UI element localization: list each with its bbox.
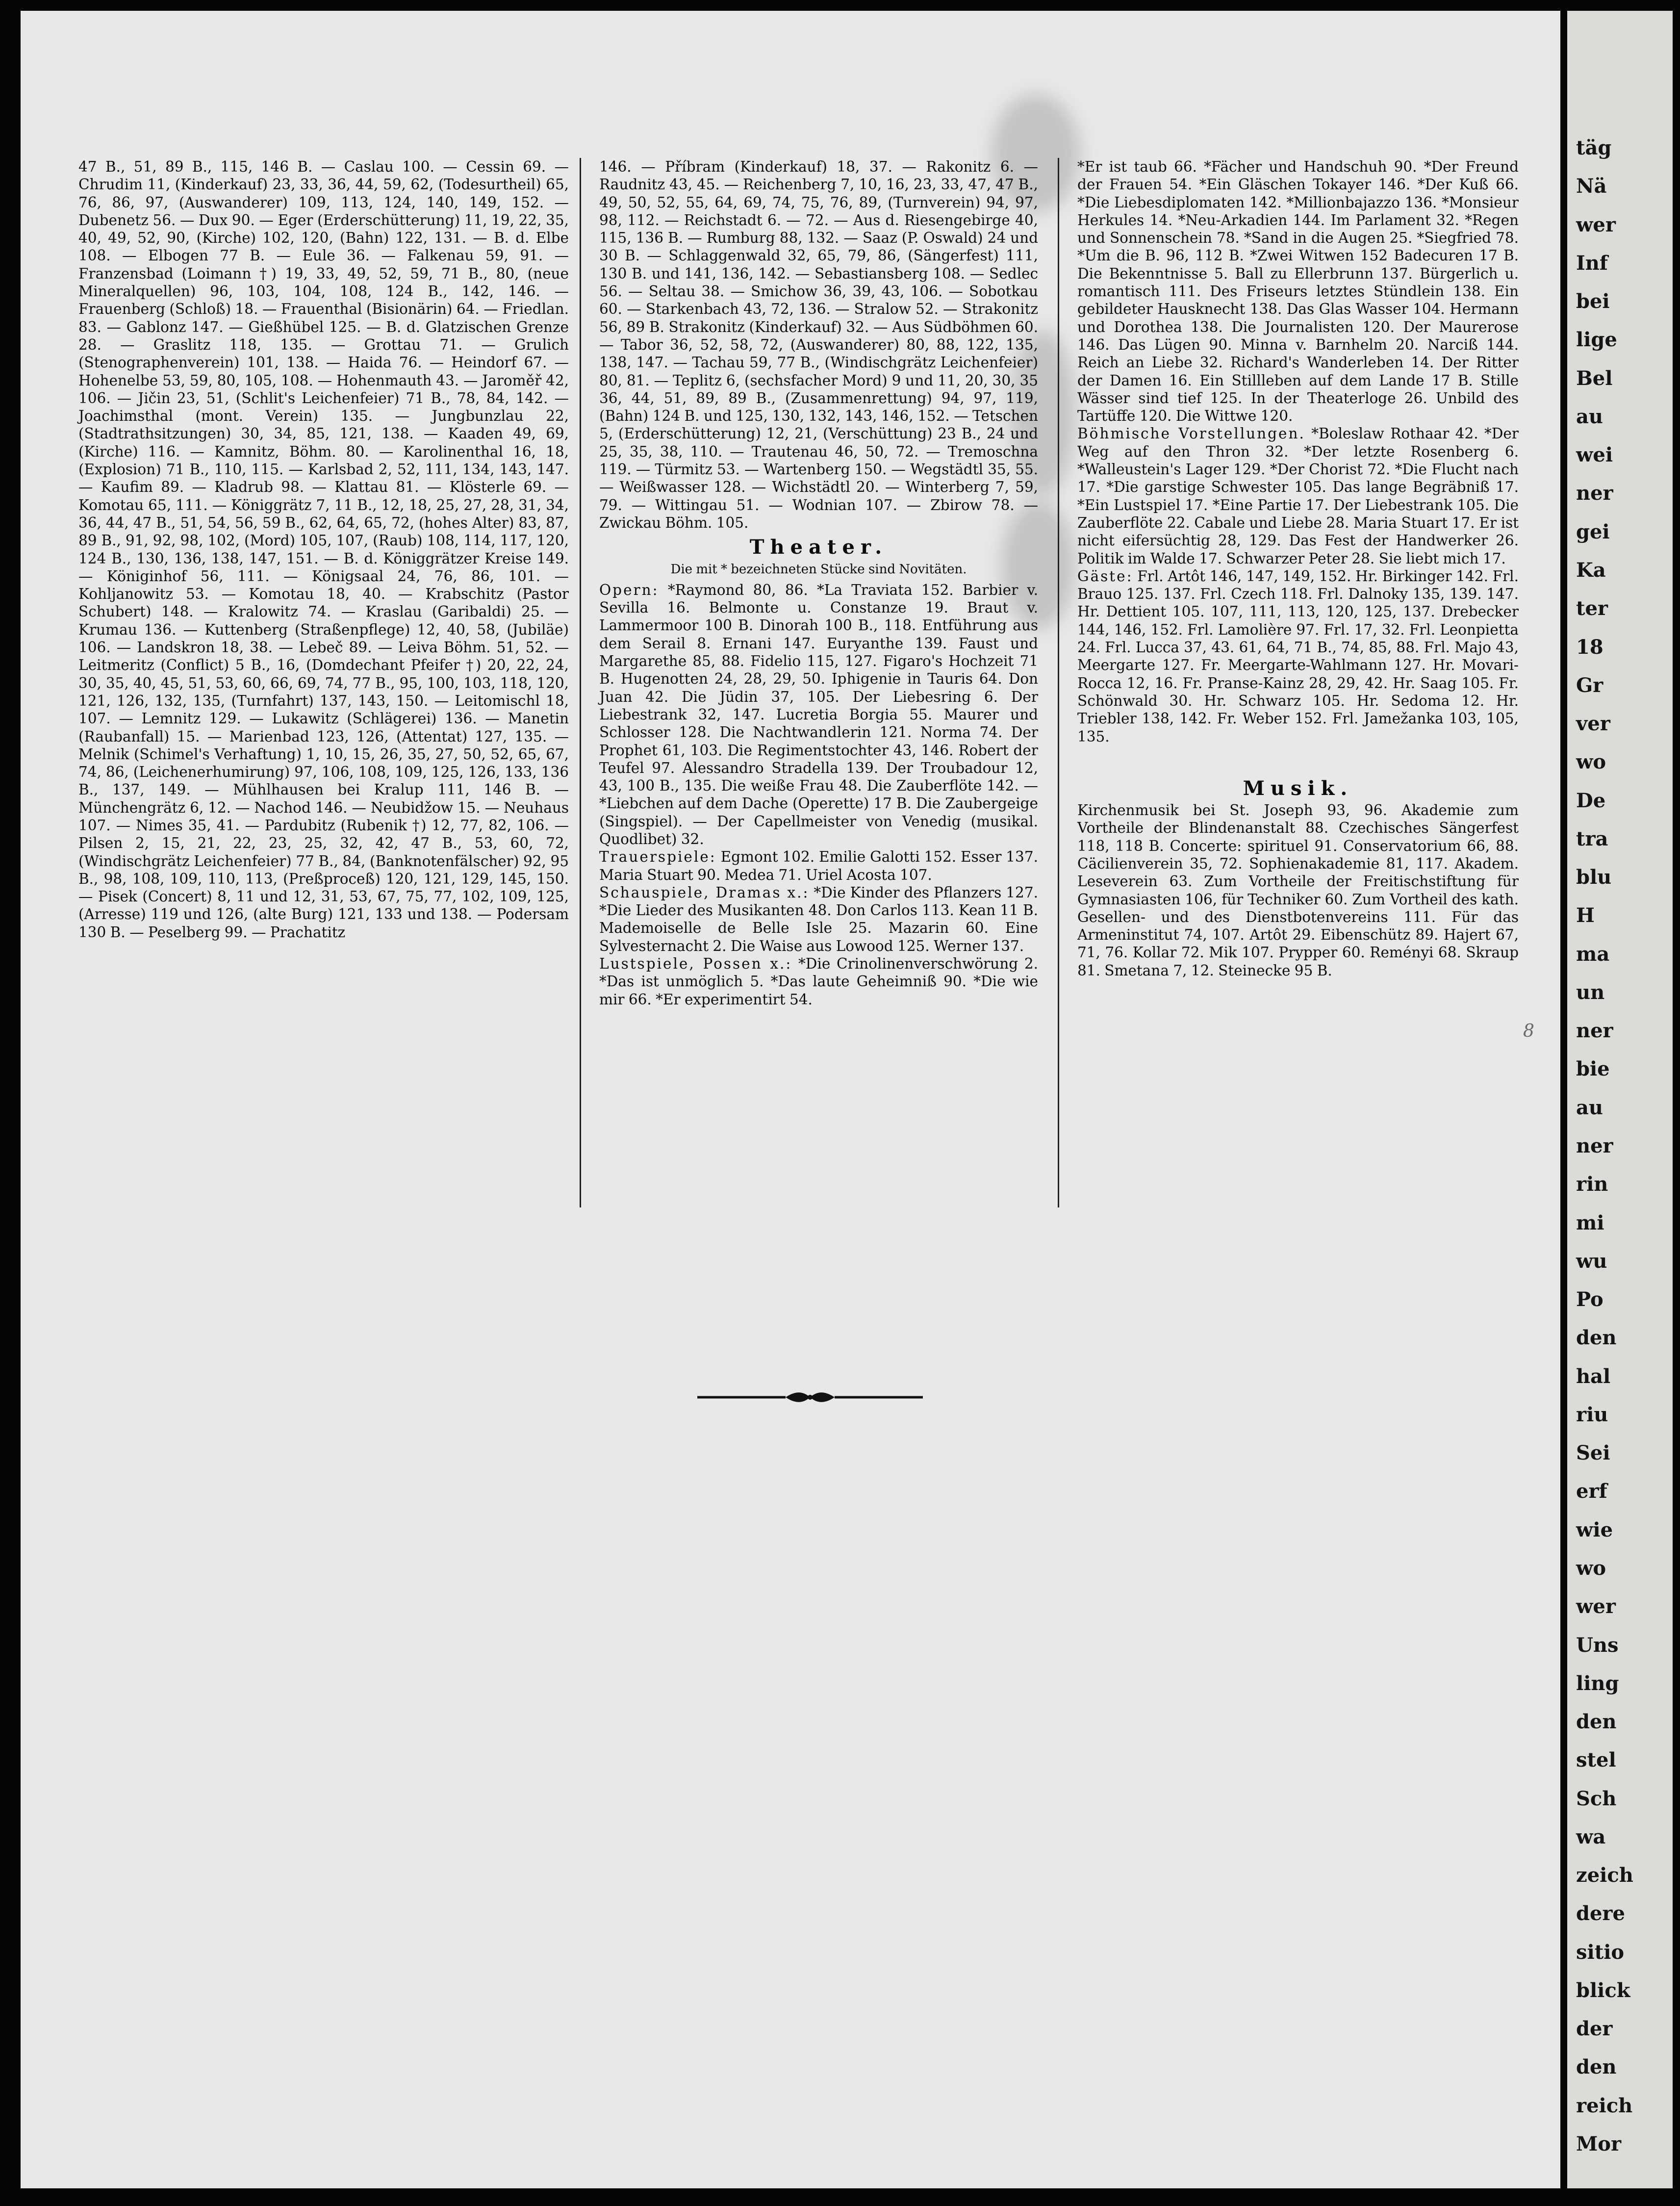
end-ornament [697, 1389, 923, 1406]
adjacent-page-fragment: blu [1576, 866, 1612, 889]
tragedy-section [599, 848, 1038, 884]
bohemian-list: *Boleslaw Rothaar 42. *Der Weg auf den Thron 32. *Der letzte Rosenberg 6. *Walleustein's Lager 129. *Der Chorist 72. *Die Flucht nach 17. *Die garstige Schwester 105. Das lange Begräbniß 17. *Ein Lustspiel 17. *Eine Partie 17. Der Liebestrank 105. Die Zauberflöte 22. Cabale und Liebe 28. Maria Stuart 17. Er ist nicht eifersüchtig 28, 129. Das Fest der Handwerker 26. Politik im Walde 17. Schwarzer Peter 28. Sie liebt mich 17. [1077, 425, 1519, 567]
adjacent-page-fragment: der [1576, 2017, 1613, 2040]
adjacent-page-fragment: ter [1576, 597, 1608, 620]
adjacent-page-fragment: reich [1576, 2094, 1633, 2117]
comedy-list-continued: *Er ist taub 66. *Fächer und Handschuh 90. *Der Freund der Frauen 54. *Ein Gläschen Tokayer 146. *Der Kuß 66. *Die Liebesdiplomaten 142. *Millionbajazzo 136. *Monsieur Herkules 14. *Neu-Arkadien 144. Im Parlament 32. *Regen und Sonnenschein 78. *Sand in die Augen 25. *Siegfried 78. *Um die B. 96, 112 B. *Zwei Witwen 152 Badecuren 17 B. Die Bekenntnisse 5. Ball zu Ellerbrunn 137. Bürgerlich u. romantisch 111. Des Friseurs letztes Stündlein 138. Ein gebildeter Hausknecht 138. Das Glas Wasser 104. Hermann und Dorothea 138. Die Journalisten 120. Der Maurerose 146. Das Lügen 90. Minna v. Barnhelm 20. Narciß 144. Reich an Liebe 32. Richard's Wanderleben 14. Der Ritter der Damen 16. Ein Stillleben auf dem Lande 17 B. Stille Wässer sind tief 125. In der Theaterloge 26. Unbild des Tartüffe 120. Die Wittwe 120. [1077, 158, 1519, 425]
adjacent-page-fragment: rin [1576, 1173, 1608, 1196]
bohemian-section [1077, 425, 1519, 567]
theater-heading: Theater. [749, 536, 888, 559]
adjacent-page-fragment: blick [1576, 1979, 1630, 2002]
adjacent-page-fragment: au [1576, 1096, 1603, 1119]
adjacent-page-fragment: wo [1576, 750, 1606, 773]
adjacent-page-fragment: hal [1576, 1365, 1611, 1388]
drama-label: Schauspiele, Dramas x.: [599, 884, 810, 901]
adjacent-page-fragment: mi [1576, 1211, 1604, 1234]
adjacent-page-fragment: täg [1576, 136, 1612, 159]
tragedy-list: Egmont 102. Emilie Galotti 152. Esser 137. Maria Stuart 90. Medea 71. Uriel Acosta 107. [599, 848, 1038, 883]
column-rule-1 [580, 158, 581, 1207]
adjacent-page-fragment: wa [1576, 1825, 1606, 1848]
adjacent-page-fragment: zeich [1576, 1864, 1633, 1887]
music-heading: Musik. [1243, 776, 1353, 800]
adjacent-page-fragment: ner [1576, 1019, 1613, 1042]
adjacent-page-fragment: ling [1576, 1672, 1619, 1695]
adjacent-page-fragment: ner [1576, 1134, 1613, 1157]
column-rule-2 [1058, 158, 1059, 1207]
localities-list: 47 B., 51, 89 B., 115, 146 B. — Caslau 100. — Cessin 69. — Chrudim 11, (Kinderkauf) 23, 33, 36, 44, 59, 62, (Todesurtheil) 65, 76, 86, 97, (Auswanderer) 109, 113, 124, 140, 149, 152. — Dubenetz 56. — Dux 90. — Eger (Erderschütterung) 11, 19, 22, 35, 40, 49, 52, 90, (Kirche) 102, 120, (Bahn) 122, 131. — B. d. Elbe 108. — Elbogen 77 B. — Eule 36. — Falkenau 59, 91. — Franzensbad (Loimann †) 19, 33, 49, 52, 59, 71 B., 80, (neue Mineralquellen) 96, 103, 104, 108, 124 B., 142, 146. — Frauenberg (Schloß) 18. — Frauenthal (Bisionärin) 64. — Friedlan. 83. — Gablonz 147. — Gießhübel 125. — B. d. Glatzischen Grenze 28. — Graslitz 118, 135. — Grottau 71. — Grulich (Stenographenverein) 101, 138. — Haida 76. — Heindorf 67. — Hohenelbe 53, 59, 80, 105, 108. — Hohenmauth 43. — Jaroměř 42, 106. — Jičin 23, 51, (Schlit's Leichenfeier) 71 B., 78, 84, 142. — Joachimsthal (mont. Verein) 135. — Jungbunzlau 22, (Stadtrathsitzungen) 30, 34, 85, 121, 138. — Kaaden 49, 69, (Kirche) 116. — Kamnitz, Böhm. 80. — Karolinenthal 16, 18, (Explosion) 71 B., 110, 115. — Karlsbad 2, 52, 111, 134, 143, 147. — Kaufim 89. — Kladrub 98. — Klattau 81. — Klösterle 69. — Komotau 65, 111. — Königgrätz 7, 11 B., 12, 18, 25, 27, 28, 31, 34, 36, 44, 47 B., 51, 54, 56, 59 B., 62, 64, 65, 72, (hohes Alter) 83, 87, 89 B., 91, 92, 98, 102, (Mord) 105, 107, (Raub) 108, 114, 117, 120, 124 B., 130, 136, 138, 147, 151. — B. d. Königgrätzer Kreise 149. — Königinhof 56, 111. — Königsaal 24, 76, 86, 101. — Kohljanowitz 53. — Komotau 18, 40. — Krabschitz (Pastor Schubert) 148. — Kralowitz 74. — Kraslau (Garibaldi) 25. — Krumau 136. — Kuttenberg (Straßenpflege) 12, 40, 58, (Jubiläe) 106. — Landskron 18, 38. — Lebeč 89. — Leiva Böhm. 51, 52. — Leitmeritz (Conflict) 5 B., 16, (Domdechant Pfeifer †) 20, 22, 24, 30, 35, 40, 45, 51, 53, 60, 66, 69, 74, 77 B., 95, 100, 103, 118, 120, 121, 126, 132, 135, (Turnfahrt) 137, 143, 150. — Leitomischl 18, 107. — Lemnitz 129. — Lukawitz (Schlägerei) 136. — Manetin (Raubanfall) 15. — Marienbad 123, 126, (Attentat) 127, 135. — Melnik (Schimel's Verhaftung) 1, 10, 15, 26, 35, 27, 50, 52, 65, 67, 74, 86, (Leichenerhumirung) 97, 106, 108, 109, 125, 126, 133, 136 B., 137, 149. — Mühlhausen bei Kralup 111, 146 B. — Münchengrätz 6, 12. — Nachod 146. — Neubidžow 15. — Neuhaus 107. — Nimes 35, 41. — Pardubitz (Rubenik †) 12, 77, 82, 106. — Pilsen 2, 15, 21, 22, 23, 25, 32, 42, 47 B., 53, 60, 72, (Windischgrätz Leichenfeier) 77 B., 84, (Banknotenfälscher) 92, 95 B., 98, 108, 109, 110, 113, (Preßproceß) 120, 121, 129, 145, 150. — Pisek (Concert) 8, 11 und 12, 31, 53, 67, 75, 77, 102, 109, 125, (Arresse) 119 und 126, (alte Burg) 121, 133 und 138. — Podersam 130 B. — Peselberg 99. — Prachatitz [78, 158, 569, 941]
adjacent-page-fragment: bei [1576, 290, 1610, 313]
adjacent-page-fragment: bie [1576, 1057, 1610, 1080]
adjacent-page-fragment: 18 [1576, 636, 1604, 659]
tragedy-label: Trauerspiele: [599, 848, 716, 866]
comedy-list: *Die Crinolinenverschwörung 2. *Das ist unmöglich 5. *Das laute Geheimniß 90. *Die wie mir 66. *Er experimentirt 54. [599, 955, 1038, 1008]
adjacent-page-fragment: Bel [1576, 367, 1613, 390]
adjacent-page-fragment: Sch [1576, 1787, 1617, 1810]
adjacent-page-fragment: stel [1576, 1748, 1616, 1771]
adjacent-page-fragment: Mor [1576, 2132, 1622, 2155]
adjacent-page-fragment: Ka [1576, 559, 1606, 582]
column-localities-bohemia [78, 158, 569, 941]
guests-label: Gäste: [1077, 567, 1133, 585]
adjacent-page-fragment: De [1576, 789, 1606, 812]
adjacent-page-fragment: ma [1576, 943, 1610, 966]
bohemian-label: Böhmische Vorstellungen. [1077, 425, 1305, 442]
column-theater [599, 158, 1038, 1008]
opera-section [599, 581, 1038, 848]
adjacent-page-fragment: Uns [1576, 1634, 1619, 1657]
adjacent-page-fragment: wu [1576, 1250, 1607, 1273]
adjacent-page-fragment: dere [1576, 1902, 1625, 1925]
adjacent-page-fragment: erf [1576, 1480, 1607, 1503]
adjacent-page-fragment: H [1576, 904, 1595, 927]
guests-list: Frl. Artôt 146, 147, 149, 152. Hr. Birkinger 142. Frl. Brauo 125. 137. Frl. Czech 118. Frl. Dalnoky 135, 139. 147. Hr. Dettient 105. 107, 111, 113, 120, 125, 137. Drebecker 144, 146, 152. Frl. Lamolière 97. Frl. 17, 32. Frl. Leonpietta 24. Frl. Lucca 37, 43. 61, 64, 71 B., 74, 85, 88. Frl. Majo 43, Meergarte 127. Fr. Meergarte-Wahlmann 127. Hr. Movari-Rocca 12, 16. Fr. Pranse-Kainz 28, 29, 42. Hr. Saag 105. Fr. Schönwald 30. Hr. Schwarz 105. Hr. Sedoma 12. Hr. Triebler 138, 142. Fr. Weber 152. Frl. Jamežanka 103, 105, 135. [1077, 567, 1519, 745]
localities-list-continued: 146. — Příbram (Kinderkauf) 18, 37. — Rakonitz 6. — Raudnitz 43, 45. — Reichenberg 7, 10, 16, 23, 33, 47, 47 B., 49, 50, 52, 55, 64, 69, 74, 75, 76, 89, (Turnverein) 94, 97, 98, 112. — Reichstadt 6. — 72. — Aus d. Riesengebirge 40, 115, 136 B. — Rumburg 88, 132. — Saaz (P. Oswald) 24 und 30 B. — Schlaggenwald 32, 65, 79, 86, (Sängerfest) 111, 130 B. und 141, 136, 142. — Sebastiansberg 108. — Sedlec 56. — Seltau 38. — Smichow 36, 39, 43, 106. — Sobotkau 60. — Starkenbach 43, 72, 136. — Stralow 52. — Strakonitz 56, 89 B. Strakonitz (Kinderkauf) 32. — Aus Südböhmen 60. — Tabor 36, 52, 58, 72, (Auswanderer) 80, 88, 122, 135, 138, 147. — Tachau 59, 77 B., (Windischgrätz Leichenfeier) 80, 81. — Teplitz 6, (sechsfacher Mord) 9 und 11, 20, 30, 35 36, 44, 51, 89, 89 B., (Zusammenrettung) 94, 97, 119, (Bahn) 124 B. und 125, 130, 132, 143, 146, 152. — Tetschen 5, (Erderschütterung) 12, 21, (Verschüttung) 23 B., 24 und 25, 35, 38, 110. — Trautenau 46, 50, 72. — Tremoschna 119. — Türmitz 53. — Wartenberg 150. — Wegstädtl 35, 55. — Weißwasser 128. — Wichstädtl 20. — Winterberg 7, 59, 79. — Wittingau 51. — Wodnian 107. — Zbirow 78. — Zwickau Böhm. 105. [599, 158, 1038, 531]
opera-list: *Raymond 80, 86. *La Traviata 152. Barbier v. Sevilla 16. Belmonte u. Constanze 19. Braut v. Lammermoor 100 B. Dinorah 100 B., 118. Entführung aus dem Serail 8. Ernani 147. Euryanthe 139. Faust und Margarethe 85, 88. Fidelio 115, 127. Figaro's Hochzeit 71 B. Hugenotten 24, 28, 29, 50. Iphigenie in Tauris 64. Don Juan 42. Die Jüdin 37, 105. Der Liebesring 6. Der Liebestrank 32, 147. Lucretia Borgia 55. Maurer und Schlosser 128. Die Nachtwandlerin 121. Norma 74. Der Prophet 61, 103. Die Regimentstochter 43, 146. Robert der Teufel 97. Alessandro Stradella 139. Der Troubadour 12, 43, 100 B., 135. Die weiße Frau 48. Die Zauberflöte 142. — *Liebchen auf dem Dache (Operette) 17 B. Die Zaubergeige (Singspiel). — Der Capellmeister von Venedig (musikal. Quodlibet) 32. [599, 581, 1038, 847]
novelty-note: Die mit * bezeichneten Stücke sind Novitäten. [670, 562, 967, 577]
adjacent-page-fragment: wo [1576, 1557, 1606, 1580]
adjacent-page-fragment: den [1576, 1710, 1617, 1733]
comedy-section [599, 955, 1038, 1008]
adjacent-page-fragment: wer [1576, 213, 1616, 236]
adjacent-page-fragment: ver [1576, 712, 1610, 735]
adjacent-page-fragment: Inf [1576, 252, 1608, 275]
adjacent-page-fragment: au [1576, 405, 1603, 428]
adjacent-page-fragment: Sei [1576, 1441, 1610, 1464]
adjacent-page-fragment: sitio [1576, 1941, 1625, 1964]
margin-note: 8 [1523, 1021, 1534, 1041]
newspaper-page [21, 11, 1560, 2188]
adjacent-page-strip [1567, 11, 1673, 2188]
adjacent-page-fragment: wei [1576, 443, 1613, 466]
drama-section [599, 884, 1038, 955]
adjacent-page-fragment: ner [1576, 482, 1613, 505]
adjacent-page-fragment: wer [1576, 1595, 1616, 1618]
adjacent-page-fragment: un [1576, 981, 1605, 1004]
adjacent-page-fragment: gei [1576, 520, 1610, 543]
music-list: Kirchenmusik bei St. Joseph 93, 96. Akademie zum Vortheile der Blindenanstalt 88. Czechisches Sängerfest 118, 118 B. Concerte: spirituel 91. Conservatorium 66, 88. Cäcilienverein 35, 72. Sophienakademie 81, 117. Akadem. Leseverein 63. Zum Vortheile der Freitischstiftung für Gymnasiasten 106, für Techniker 60. Zum Vortheil des kath. Gesellen- und des Dienstbotenvereins 111. Für das Armeninstitut 74, 107. Artôt 29. Eibenschütz 89. Hajert 67, 71, 76. Kollar 72. Mik 107. Prypper 60. Reményi 68. Skraup 81. Smetana 7, 12. Steinecke 95 B. [1077, 802, 1519, 979]
adjacent-page-fragment: wie [1576, 1518, 1613, 1541]
adjacent-page-fragment: Po [1576, 1288, 1604, 1311]
adjacent-page-fragment: riu [1576, 1403, 1608, 1426]
adjacent-page-fragment: tra [1576, 827, 1608, 850]
adjacent-page-fragment: den [1576, 1326, 1617, 1349]
drama-list: *Die Kinder des Pflanzers 127. *Die Lieder des Musikanten 48. Don Carlos 113. Kean 11 B. Mademoiselle de Belle Isle 25. Mazarin 60. Eine Sylvesternacht 2. Die Waise aus Lowood 125. Werner 137. [599, 884, 1038, 954]
adjacent-page-fragment: Gr [1576, 674, 1604, 697]
comedy-label: Lustspiele, Possen x.: [599, 955, 792, 973]
column-guests-music [1077, 158, 1519, 979]
adjacent-page-fragment: Nä [1576, 175, 1607, 198]
adjacent-page-fragment: den [1576, 2055, 1617, 2078]
guests-section [1077, 567, 1519, 745]
adjacent-page-fragment: lige [1576, 328, 1617, 351]
opera-label: Opern: [599, 581, 659, 598]
